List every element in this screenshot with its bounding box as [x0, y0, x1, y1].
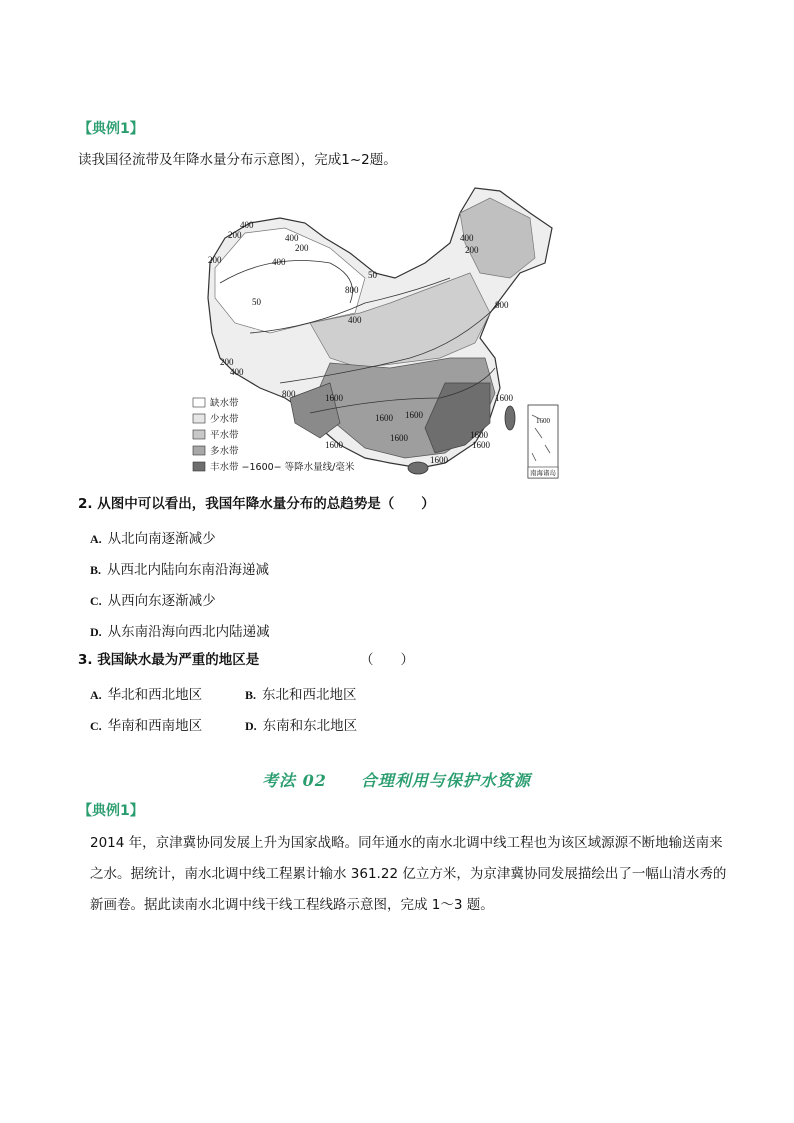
option-text: 华北和西北地区 [107, 687, 203, 703]
option-key: D. [90, 625, 102, 639]
q2-option-b[interactable] [90, 558, 269, 578]
question-3-paren: （ ） [360, 652, 414, 668]
isoline-label: 1600 [325, 393, 343, 403]
section-title: 考法 02 合理利用与保护水资源 [262, 771, 531, 790]
isoline-label: 1600 [375, 413, 393, 423]
q2-option-d[interactable] [90, 620, 270, 640]
q2-option-c[interactable] [90, 589, 216, 609]
isoline-label: 1600 [390, 433, 408, 443]
example-paragraph: 2014 年，京津冀协同发展上升为国家战略。同年通水的南水北调中线工程也为该区域源源不断地输送南来之水。据统计，南水北调中线工程累计输水 361.22 亿立方米，为京津冀协同发展描绘出了一幅山清水秀的新画卷。据此读南水北调中线干线工程线路示意图，完成 1～3 题。 [90, 835, 727, 913]
isoline-label: 400 [348, 315, 362, 325]
question-intro: 读我国径流带及年降水量分布示意图），完成1~2题。 [78, 152, 397, 168]
legend-swatch [193, 414, 205, 423]
question-3-stem: 3. 我国缺水最为严重的地区是 [78, 652, 260, 668]
legend-swatch [193, 446, 205, 455]
option-key: B. [90, 563, 102, 577]
isoline-label: 1600 [470, 430, 488, 440]
q3-option-b[interactable] [245, 683, 357, 703]
south-china-sea-inset [528, 405, 558, 478]
legend-swatch [193, 462, 205, 471]
isoline-label: 400 [230, 367, 244, 377]
isoline-label: 1600 [495, 393, 513, 403]
isoline-label: 800 [495, 300, 509, 310]
isoline-label: 1600 [430, 455, 448, 465]
legend-swatch [193, 398, 205, 407]
isoline-label: 50 [368, 270, 377, 280]
q3-option-c[interactable] [90, 714, 202, 734]
isoline-label: 800 [345, 285, 359, 295]
example-tag: 【典例1】 [78, 121, 144, 137]
isoline-label: 1600 [325, 440, 343, 450]
legend-label: 平水带 [210, 430, 239, 441]
option-key: A. [90, 688, 102, 702]
option-text: 东南和东北地区 [262, 718, 358, 734]
hainan-island [408, 462, 428, 474]
option-text: 从北向南逐渐减少 [107, 531, 216, 547]
option-text: 从东南沿海向西北内陆递减 [107, 624, 270, 640]
legend-label: 少水带 [210, 414, 239, 425]
china-map-svg [190, 183, 560, 480]
isoline-label: 200 [228, 230, 242, 240]
isoline-label: 200 [208, 255, 222, 265]
legend-swatch [193, 430, 205, 439]
option-key: C. [90, 719, 102, 733]
question-2-stem: 2. 从图中可以看出，我国年降水量分布的总趋势是（ ） [78, 496, 435, 512]
isoline-label: 400 [460, 233, 474, 243]
option-key: C. [90, 594, 102, 608]
option-text: 从西北内陆向东南沿海递减 [107, 562, 270, 578]
option-key: B. [245, 688, 257, 702]
option-text: 华南和西南地区 [107, 718, 203, 734]
precipitation-runoff-map [190, 183, 560, 480]
option-text: 东北和西北地区 [262, 687, 357, 703]
isoline-label: 400 [272, 257, 286, 267]
option-key: A. [90, 532, 102, 546]
inset-label: 南海诸岛 [530, 469, 556, 477]
legend-label: 多水带 [210, 446, 239, 457]
legend-label: 丰水带 −1600− 等降水量线/毫米 [210, 462, 355, 473]
isoline-label: 50 [252, 297, 261, 307]
isoline-label: 1600 [405, 410, 423, 420]
isoline-label: 800 [282, 389, 296, 399]
legend-label: 缺水带 [210, 398, 239, 409]
isoline-label: 400 [285, 233, 299, 243]
inset-value: 1600 [536, 417, 550, 425]
q3-option-a[interactable] [90, 683, 202, 703]
option-key: D. [245, 719, 257, 733]
isoline-label: 200 [220, 357, 234, 367]
example-tag: 【典例1】 [78, 803, 144, 819]
taiwan-island [505, 406, 515, 430]
isoline-label: 400 [240, 220, 254, 230]
option-text: 从西向东逐渐减少 [107, 593, 216, 609]
q3-option-d[interactable] [245, 714, 357, 734]
isoline-label: 200 [295, 243, 309, 253]
isoline-label: 200 [465, 245, 479, 255]
isoline-label: 1600 [472, 440, 490, 450]
q2-option-a[interactable] [90, 527, 216, 547]
